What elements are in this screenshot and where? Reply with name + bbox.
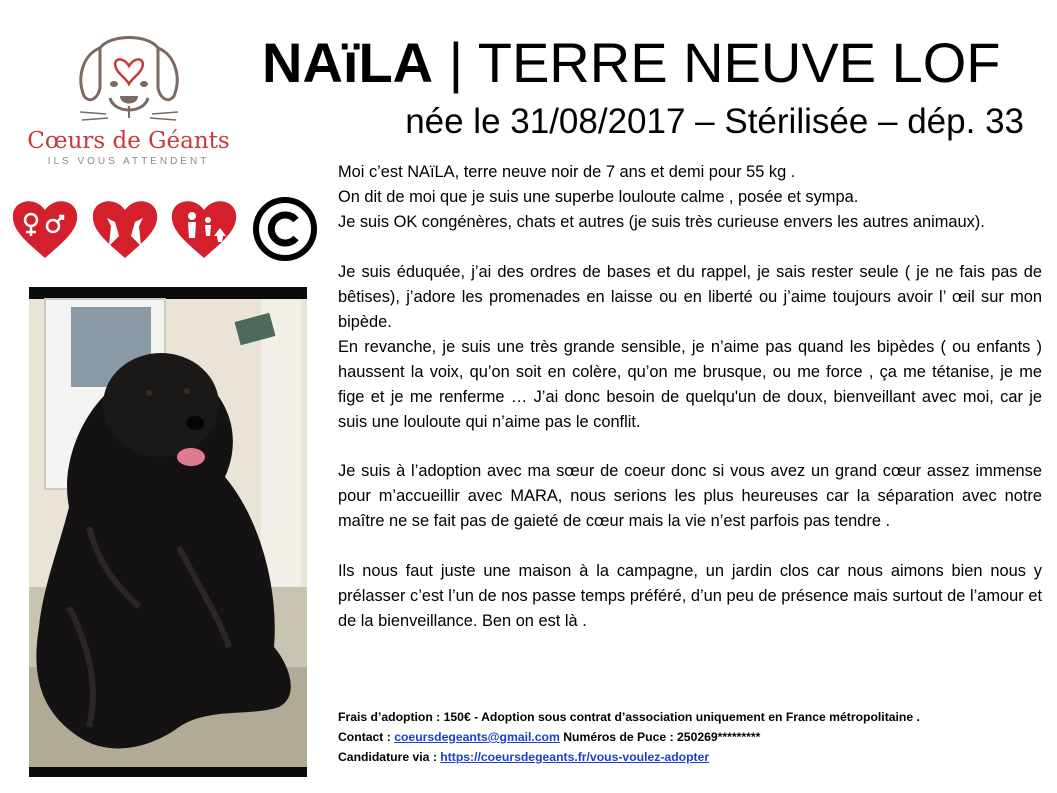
logo-tagline: ILS VOUS ATTENDENT — [47, 156, 210, 167]
contact-email-link[interactable]: coeursdegeants@gmail.com — [394, 730, 560, 744]
gender-heart-icon — [9, 196, 81, 260]
chip-number: Numéros de Puce : 250269********* — [559, 730, 761, 744]
paragraph-home: Ils nous faut juste une maison à la campagne, un jardin clos car nous aimons bien nous y prélasser c’est l’un de nos passe temps préféré, d’un peu de présence mais surtout de l’amour et de la bienveillance. Ben on est là . — [338, 561, 1042, 630]
copyright-icon — [252, 196, 318, 262]
paragraph-behaviour — [338, 260, 1042, 435]
page-subtitle: née le 31/08/2017 – Stérilisée – dép. 33 — [405, 102, 1024, 141]
behaviour-line: Je suis éduquée, j’ai des ordres de bases et du rappel, je sais rester seule ( je ne fais pas de bêtises), j’adore les promenades en laisse ou en liberté ou j’aime toujours avoir l’ œil sur mon bipède. — [338, 262, 1042, 331]
dogs-heart-icon — [89, 196, 161, 260]
contact-line — [338, 727, 1042, 747]
dog-name: NAïLA — [262, 31, 434, 94]
behaviour-line: En revanche, je suis une très grande sensible, je n’aime pas quand les bipèdes ( ou enfants ) haussent la voix, qu’on soit en colère, qu’on me brusque, ou me force , ça me tétanise, je me fige et je me renferme … J’ai donc besoin de quelqu'un de doux, bienveillant avec moi, car je suis une louloute qui n’aime pas le conflit. — [338, 337, 1042, 431]
apply-link[interactable]: https://coeursdegeants.fr/vous-voulez-adopter — [440, 750, 710, 764]
intro-line: On dit de moi que je suis une superbe louloute calme , posée et sympa. — [338, 188, 859, 206]
logo-dog-icon — [70, 26, 188, 126]
family-heart-icon — [168, 196, 240, 260]
dog-breed: TERRE NEUVE LOF — [477, 31, 1001, 94]
paragraph-adoption: Je suis à l’adoption avec ma sœur de coeur donc si vous avez un grand cœur assez immense pour m’accueillir avec MARA, nous serions les plus heureuses car la séparation avec notre maître ne se fait pas de gaieté de cœur mais la vie n’est parfois pas tendre . — [338, 462, 1042, 530]
footer — [338, 707, 1042, 767]
apply-line — [338, 747, 1042, 767]
logo-name: Cœurs de Géants — [27, 128, 230, 154]
adoption-fees: Frais d’adoption : 150€ - Adoption sous contrat d’association uniquement en France métropolitaine . — [338, 710, 920, 724]
contact-label: Contact : — [338, 730, 395, 744]
intro-line: Moi c’est NAïLA, terre neuve noir de 7 ans et demi pour 55 kg . — [338, 163, 796, 181]
apply-label: Candidature via : — [338, 750, 441, 764]
page-title — [262, 32, 1001, 94]
description — [338, 160, 1042, 658]
dog-photo — [29, 287, 307, 777]
paragraph-intro — [338, 160, 1042, 235]
title-separator: | — [433, 31, 478, 94]
intro-line: Je suis OK congénères, chats et autres (je suis très curieuse envers les autres animaux). — [338, 213, 985, 231]
